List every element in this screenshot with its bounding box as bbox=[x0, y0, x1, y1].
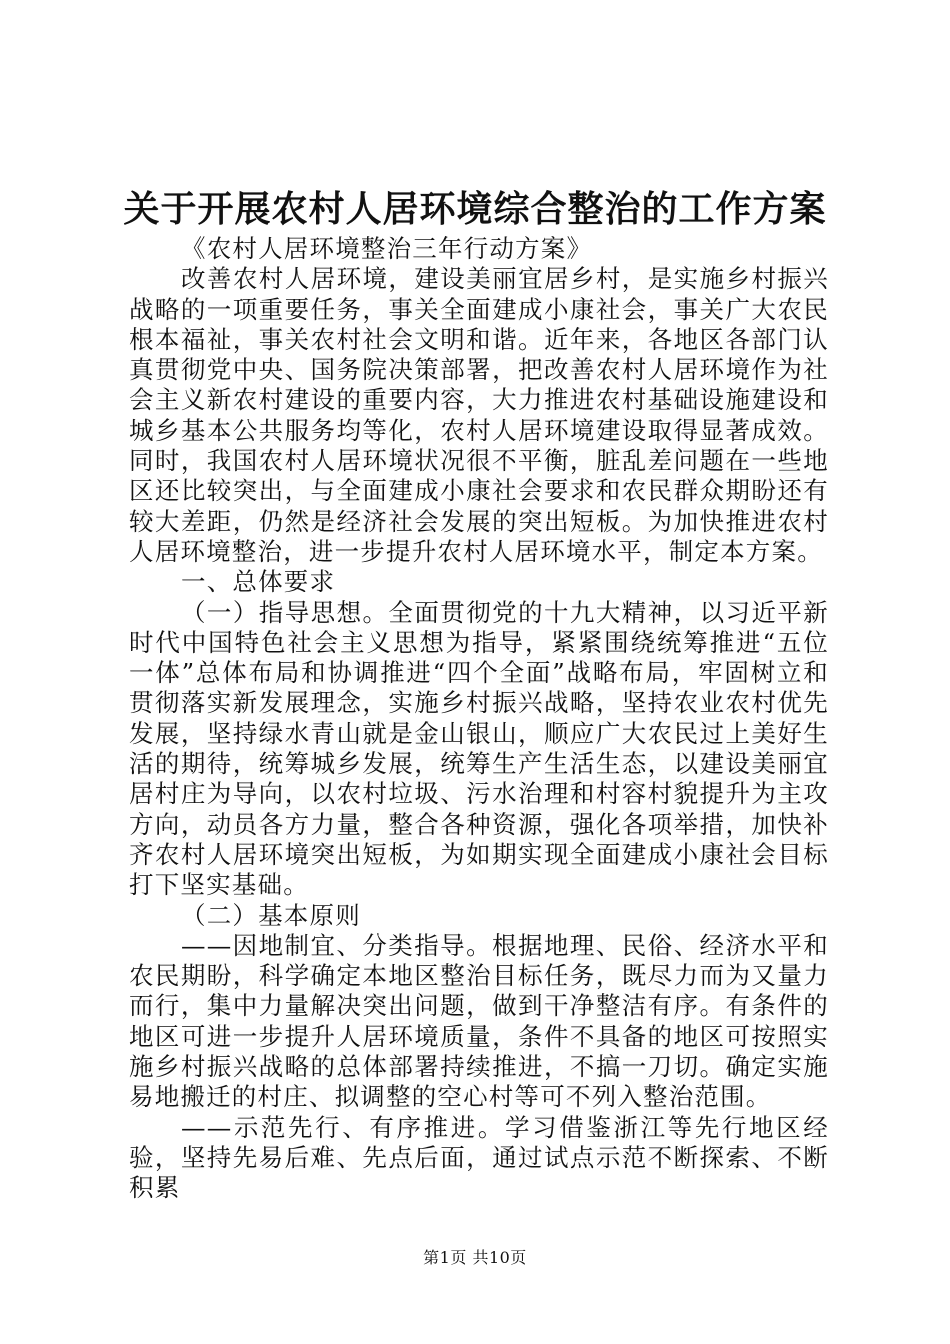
guiding-thought-paragraph: （一）指导思想。全面贯彻党的十九大精神，以习近平新时代中国特色社会主义思想为指导，紧紧围绕统筹推进“五位一体”总体布局和协调推进“四个全面”战略布局，牢固树立和贯彻落实新发展理念，实施乡村振兴战略，坚持农业农村优先发展，坚持绿水青山就是金山银山，顺应广大农民过上美好生活的期待，统筹城乡发展，统筹生产生活生态，以建设美丽宜居村庄为导向，以农村垃圾、污水治理和村容村貌提升为主攻方向，动员各方力量，整合各种资源，强化各项举措，加快补齐农村人居环境突出短板，为如期实现全面建成小康社会目标打下坚实基础。 bbox=[129, 597, 829, 900]
principle-paragraph-2: ——示范先行、有序推进。学习借鉴浙江等先行地区经验，坚持先易后难、先点后面，通过试点示范不断探索、不断积累 bbox=[129, 1112, 829, 1203]
section-heading-general-requirements: 一、总体要求 bbox=[181, 567, 336, 597]
document-title: 关于开展农村人居环境综合整治的工作方案 bbox=[123, 189, 827, 230]
intro-paragraph: 改善农村人居环境，建设美丽宜居乡村，是实施乡村振兴战略的一项重要任务，事关全面建成小康社会，事关广大农民根本福祉，事关农村社会文明和谐。近年来，各地区各部门认真贯彻党中央、国务院决策部署，把改善农村人居环境作为社会主义新农村建设的重要内容，大力推进农村基础设施建设和城乡基本公共服务均等化，农村人居环境建设取得显著成效。同时，我国农村人居环境状况很不平衡，脏乱差问题在一些地区还比较突出，与全面建成小康社会要求和农民群众期盼还有较大差距，仍然是经济社会发展的突出短板。为加快推进农村人居环境整治，进一步提升农村人居环境水平，制定本方案。 bbox=[129, 264, 829, 566]
page-footer: 第1页 共10页 bbox=[423, 1248, 527, 1267]
document-body bbox=[129, 234, 829, 1204]
principle-paragraph-1: ——因地制宜、分类指导。根据地理、民俗、经济水平和农民期盼，科学确定本地区整治目标任务，既尽力而为又量力而行，集中力量解决突出问题，做到干净整洁有序。有条件的地区可进一步提升人居环境质量，条件不具备的地区可按照实施乡村振兴战略的总体部署持续推进，不搞一刀切。确定实施易地搬迁的村庄、拟调整的空心村等可不列入整治范围。 bbox=[129, 930, 829, 1112]
source-reference: 《农村人居环境整治三年行动方案》 bbox=[181, 234, 593, 263]
subsection-heading-basic-principles: （二）基本原则 bbox=[181, 900, 361, 930]
